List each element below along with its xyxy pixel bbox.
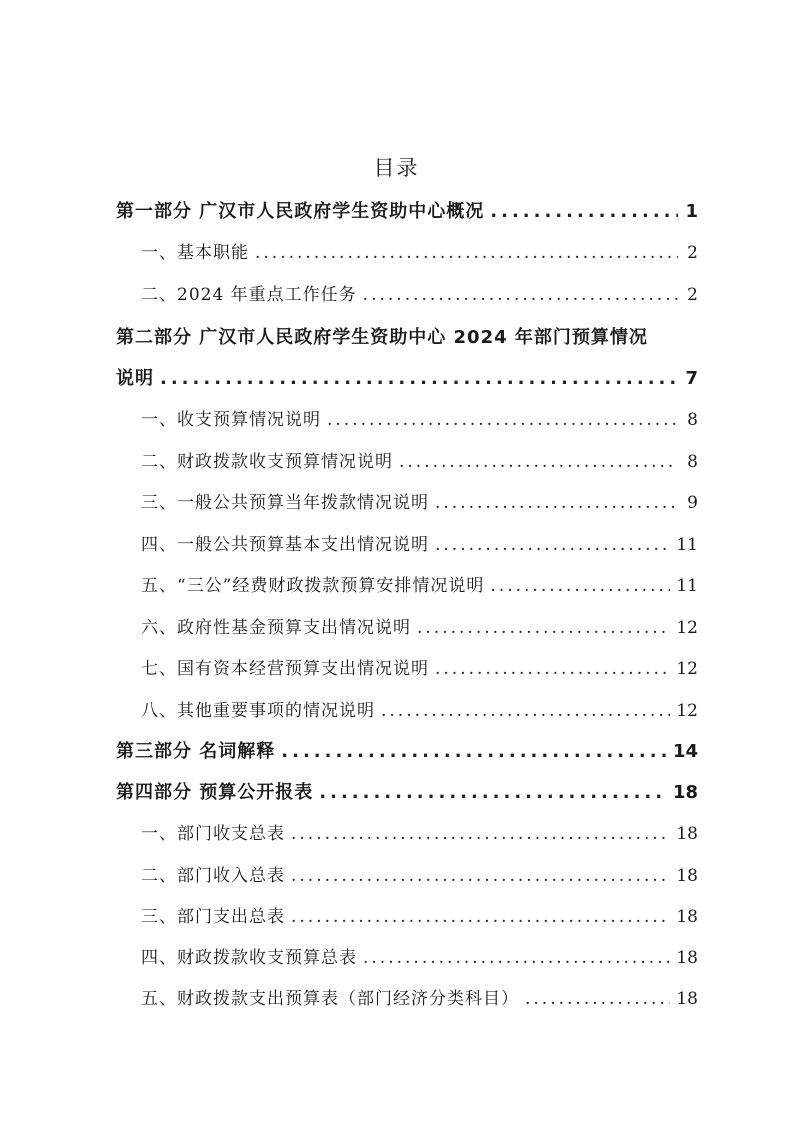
toc-entry[interactable] [141, 488, 698, 518]
toc-entry[interactable] [141, 238, 698, 268]
toc-entry[interactable] [141, 696, 698, 726]
toc-entry-title: 第三部分 名词解释 [116, 741, 276, 762]
toc-entry[interactable] [141, 654, 698, 684]
toc-leader-dots [291, 861, 670, 891]
toc-page-number: 11 [676, 576, 698, 596]
toc-entry-title: 第一部分 广汉市人民政府学生资助中心概况 [116, 201, 485, 222]
toc-page-number: 2 [687, 285, 698, 305]
toc-entry-title: 三、部门支出总表 [141, 907, 285, 927]
toc-entry[interactable] [141, 613, 698, 643]
toc-page-number: 12 [676, 701, 698, 721]
toc-entry-title: 二、2024 年重点工作任务 [141, 285, 357, 305]
toc-entry-title: 第四部分 预算公开报表 [116, 782, 314, 803]
toc-entry-title: 一、部门收支总表 [141, 824, 285, 844]
toc-page-number: 18 [676, 989, 698, 1009]
toc-entry-title: 一、收支预算情况说明 [141, 410, 321, 430]
toc-page-number: 18 [676, 824, 698, 844]
toc-entry-title: 四、财政拨款收支预算总表 [141, 948, 357, 968]
toc-page-number: 1 [685, 201, 698, 222]
toc-entry-title: 八、其他重要事项的情况说明 [141, 701, 375, 721]
toc-entry[interactable] [141, 984, 698, 1014]
toc-page-number: 18 [676, 907, 698, 927]
page-title: 目录 [373, 156, 420, 180]
toc-page-number: 18 [676, 948, 698, 968]
toc-leader-dots [490, 571, 670, 601]
toc-leader-dots [281, 737, 667, 767]
toc-leader-dots [363, 943, 670, 973]
toc-leader-dots [160, 364, 678, 394]
toc-entry[interactable] [141, 861, 698, 891]
toc-entry-title: 二、财政拨款收支预算情况说明 [141, 452, 393, 472]
toc-leader-dots [435, 654, 670, 684]
toc-entry-title: 二、部门收入总表 [141, 866, 285, 886]
toc-entry-title: 五、“三公”经费财政拨款预算安排情况说明 [141, 576, 485, 596]
toc-page-number: 12 [676, 618, 698, 638]
toc-entry-title: 一、基本职能 [141, 243, 249, 263]
toc-entry[interactable] [141, 280, 698, 310]
toc-leader-dots [255, 238, 678, 268]
toc-page-number: 2 [687, 243, 698, 263]
toc-leader-dots [291, 902, 670, 932]
toc-page-number: 12 [676, 659, 698, 679]
toc-leader-dots [363, 280, 678, 310]
toc-leader-dots [417, 613, 670, 643]
toc-leader-dots [319, 778, 667, 808]
toc-entry-part-2-line-1[interactable]: 第二部分 广汉市人民政府学生资助中心 2024 年部门预算情况 [116, 327, 648, 348]
toc-entry[interactable] [141, 405, 698, 435]
toc-page-number: 8 [687, 410, 698, 430]
toc-leader-dots [327, 405, 678, 435]
toc-page-number: 18 [676, 866, 698, 886]
toc-entry-title: 五、财政拨款支出预算表（部门经济分类科目） [141, 989, 519, 1009]
toc-entry-part-4[interactable] [116, 778, 698, 808]
toc-page-number: 14 [672, 741, 698, 762]
toc-entry-part-1[interactable] [116, 197, 698, 227]
toc-entry-title: 六、政府性基金预算支出情况说明 [141, 618, 411, 638]
toc-entry-part-3[interactable] [116, 737, 698, 767]
toc-entry-part-2[interactable] [116, 364, 698, 394]
toc-entry-title: 七、国有资本经营预算支出情况说明 [141, 659, 429, 679]
toc-entry[interactable] [141, 447, 698, 477]
toc-leader-dots [435, 488, 678, 518]
toc-leader-dots [435, 530, 670, 560]
toc-entry-title: 说明 [116, 368, 154, 389]
toc-leader-dots [399, 447, 678, 477]
toc-leader-dots [381, 696, 670, 726]
toc-page-number: 18 [672, 782, 698, 803]
toc-entry[interactable] [141, 530, 698, 560]
toc-entry[interactable] [141, 819, 698, 849]
toc-leader-dots [291, 819, 670, 849]
toc-entry-title: 四、一般公共预算基本支出情况说明 [141, 535, 429, 555]
toc-page-number: 9 [687, 493, 698, 513]
toc-entry[interactable] [141, 902, 698, 932]
toc-page-number: 11 [676, 535, 698, 555]
toc-leader-dots [490, 197, 678, 227]
toc-entry-title: 三、一般公共预算当年拨款情况说明 [141, 493, 429, 513]
toc-page-number: 7 [685, 368, 698, 389]
toc-entry[interactable] [141, 571, 698, 601]
toc-leader-dots [525, 984, 670, 1014]
toc-entry[interactable] [141, 943, 698, 973]
toc-page-number: 8 [687, 452, 698, 472]
